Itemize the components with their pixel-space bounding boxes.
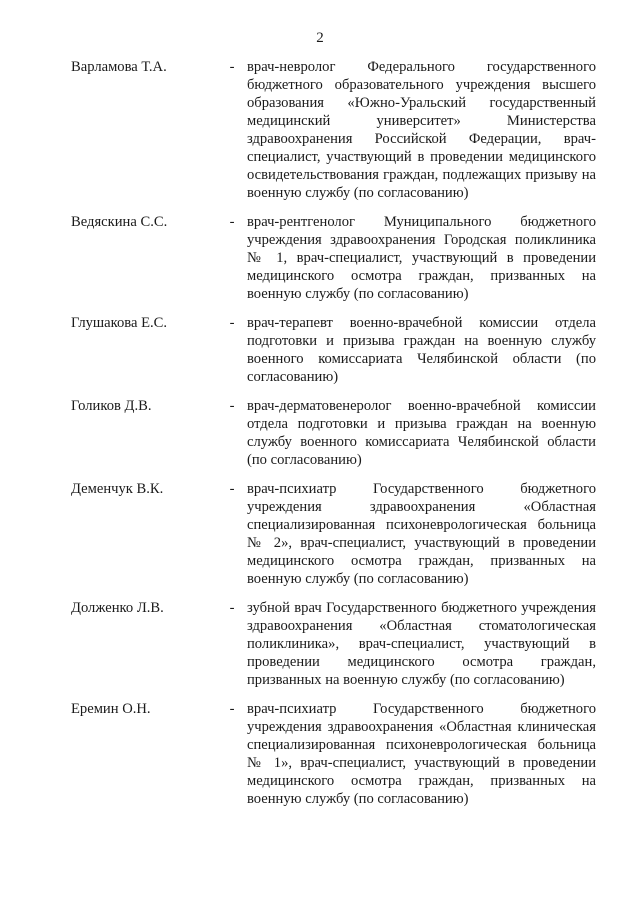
member-description: врач-психиатр Государственного бюджетного учреждения здравоохранения «Областная специализированная психоневрологическая больница № 2», врач-специалист, участвующий в проведении медицинского осмотра граждан, призванных на военную службу (по согласованию) bbox=[247, 481, 596, 587]
separator-dash: - bbox=[229, 398, 235, 414]
member-description: врач-дерматовенеролог военно-врачебной комиссии отдела подготовки и призыва граждан на военную службу военного комиссариата Челябинской области (по согласованию) bbox=[247, 398, 596, 468]
member-name: Варламова Т.А. bbox=[71, 59, 167, 75]
page-number: 2 bbox=[316, 30, 324, 46]
member-description: врач-рентгенолог Муниципального бюджетного учреждения здравоохранения Городская поликлиника № 1, врач-специалист, участвующий в проведении медицинского осмотра граждан, призванных на военную службу (по согласованию) bbox=[247, 214, 596, 302]
member-entry bbox=[71, 397, 596, 469]
member-entry bbox=[71, 480, 596, 588]
separator-dash: - bbox=[229, 600, 235, 616]
member-name: Ведяскина С.С. bbox=[71, 214, 168, 230]
member-description: зубной врач Государственного бюджетного учреждения здравоохранения «Областная стоматологическая поликлиника», врач-специалист, участвующий в проведении медицинского осмотра граждан, призванных на военную службу (по согласованию) bbox=[247, 600, 596, 688]
member-name: Глушакова Е.С. bbox=[71, 315, 168, 331]
member-entry bbox=[71, 314, 596, 386]
member-entry bbox=[71, 599, 596, 689]
member-name: Голиков Д.В. bbox=[71, 398, 152, 414]
member-name: Еремин О.Н. bbox=[71, 701, 151, 717]
member-entry bbox=[71, 58, 596, 202]
member-description: врач-невролог Федерального государственного бюджетного образовательного учреждения высшего образования «Южно-Уральский государственный медицинский университет» Министерства здравоохранения Российской Федерации, врач-специалист, участвующий в проведении медицинского освидетельствования граждан, подлежащих призыву на военную службу (по согласованию) bbox=[247, 59, 596, 201]
separator-dash: - bbox=[229, 214, 235, 230]
member-description: врач-психиатр Государственного бюджетного учреждения здравоохранения «Областная клиническая специализированная психоневрологическая больница № 1», врач-специалист, участвующий в проведении медицинского осмотра граждан, призванных на военную службу (по согласованию) bbox=[247, 701, 596, 807]
member-description: врач-терапевт военно-врачебной комиссии отдела подготовки и призыва граждан на военную службу военного комиссариата Челябинской области (по согласованию) bbox=[247, 315, 596, 385]
separator-dash: - bbox=[229, 59, 235, 75]
member-name: Деменчук В.К. bbox=[71, 481, 164, 497]
member-entry bbox=[71, 700, 596, 808]
member-entry bbox=[71, 213, 596, 303]
member-name: Долженко Л.В. bbox=[71, 600, 164, 616]
separator-dash: - bbox=[229, 315, 235, 331]
member-list bbox=[71, 58, 596, 819]
separator-dash: - bbox=[229, 701, 235, 717]
separator-dash: - bbox=[229, 481, 235, 497]
